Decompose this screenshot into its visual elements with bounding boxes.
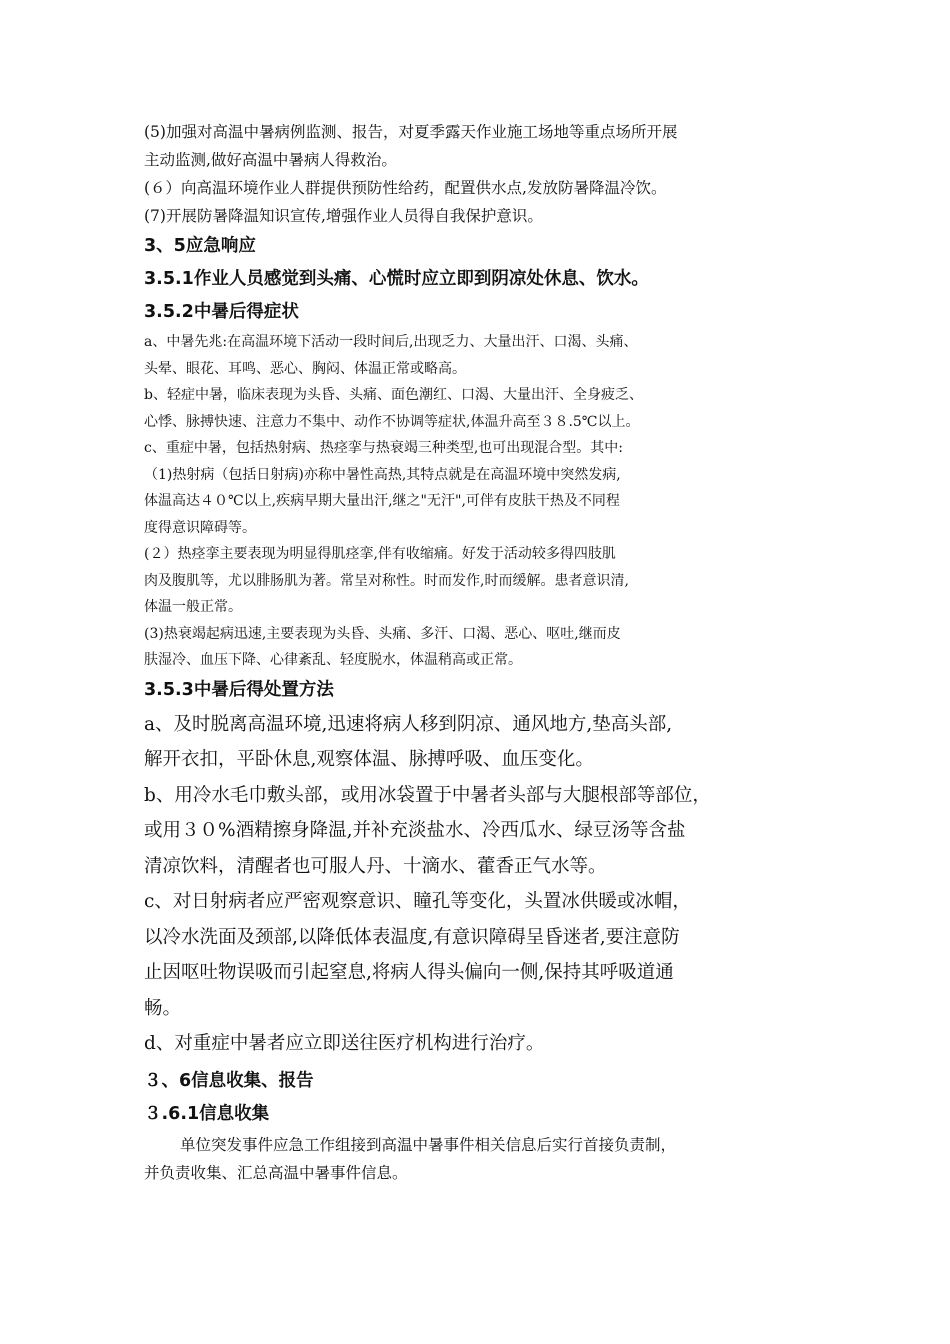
document-page [144,118,824,1187]
paragraph-line: 清凉饮料，清醒者也可服人丹、十滴水、藿香正气水等。 [144,855,607,877]
paragraph-line: b、轻症中暑，临床表现为头昏、头痛、面色潮红、口渴、大量出汗、全身疲乏、 [144,387,643,403]
paragraph-line: (7)开展防暑降温知识宣传,增强作业人员得自我保护意识。 [144,207,543,225]
paragraph-line: (６）向高温环境作业人群提供预防性给药，配置供水点,发放防暑降温冷饮。 [144,179,667,197]
paragraph-line: 以冷水洗面及颈部,以降低体表温度,有意识障碍呈昏迷者,要注意防 [144,926,680,948]
paragraph-line: a、及时脱离高温环境,迅速将病人移到阴凉、通风地方,垫高头部, [144,713,673,735]
paragraph-line: 止因呕吐物误吸而引起窒息,将病人得头偏向一侧,保持其呼吸道通 [144,962,674,983]
section-heading: ３、6信息收集、报告 [144,1070,314,1091]
subsection-heading: 3.5.1作业人员感觉到头痛、心慌时应立即到阴凉处休息、饮水。 [144,269,649,289]
paragraph-line: a、中暑先兆:在高温环境下活动一段时间后,出现乏力、大量出汗、口渴、头痛、 [144,334,638,350]
paragraph-line: 体温高达４０℃以上,疾病早期大量出汗,继之"无汗",可伴有皮肤干热及不同程 [144,493,620,509]
paragraph-line: 头晕、眼花、耳鸣、恶心、胸闷、体温正常或略高。 [144,360,466,377]
paragraph-line: b、用冷水毛巾敷头部，或用冰袋置于中暑者头部与大腿根部等部位， [144,784,711,806]
paragraph-line: （1)热射病（包括日射病)亦称中暑性高热,其特点就是在高温环境中突然发病, [144,466,621,483]
paragraph-line: 畅。 [144,997,182,1019]
paragraph-line: d、对重症中暑者应立即送往医疗机构进行治疗。 [144,1033,545,1054]
paragraph-line: 体温一般正常。 [144,599,242,615]
paragraph-line: 或用３０%酒精擦身降温,并补充淡盐水、冷西瓜水、绿豆汤等含盐 [144,820,686,841]
paragraph-line: 单位突发事件应急工作组接到高温中暑事件相关信息后实行首接负责制， [180,1135,677,1154]
paragraph-line: 解开衣扣，平卧休息,观察体温、脉搏呼吸、血压变化。 [144,749,594,770]
subsection-heading: ３.6.1信息收集 [144,1103,270,1124]
paragraph-line: 度得意识障碍等。 [144,519,256,536]
paragraph-line: c、重症中暑，包括热射病、热痉挛与热衰竭三种类型,也可出现混合型。其中: [144,440,624,456]
paragraph-line: 心悸、脉搏快速、注意力不集中、动作不协调等症状,体温升高至３８.5℃以上。 [144,413,640,430]
paragraph-line: 肉及腹肌等，尤以腓肠肌为著。常呈对称性。时而发作,时而缓解。患者意识清, [144,572,629,589]
subsection-heading: 3.5.2中暑后得症状 [144,302,299,322]
paragraph-line: (5)加强对高温中暑病例监测、报告，对夏季露天作业施工场地等重点场所开展 [144,123,678,141]
paragraph-line: (3)热衰竭起病迅速,主要表现为头昏、头痛、多汗、口渴、恶心、呕吐,继而皮 [144,625,621,642]
paragraph-line: c、对日射病者应严密观察意识、瞳孔等变化，头置冰供暖或冰帽， [144,891,691,912]
paragraph-line: 肤湿冷、血压下降、心律紊乱、轻度脱水，体温稍高或正常。 [144,652,522,668]
section-heading: 3、5应急响应 [144,236,256,256]
paragraph-line: (２）热痉挛主要表现为明显得肌痉挛,伴有收缩痛。好发于活动较多得四肢肌 [144,546,616,562]
paragraph-line: 并负责收集、汇总高温中暑事件信息。 [144,1163,408,1182]
paragraph-line: 主动监测,做好高温中暑病人得救治。 [144,151,397,169]
subsection-heading: 3.5.3中暑后得处置方法 [144,679,334,700]
